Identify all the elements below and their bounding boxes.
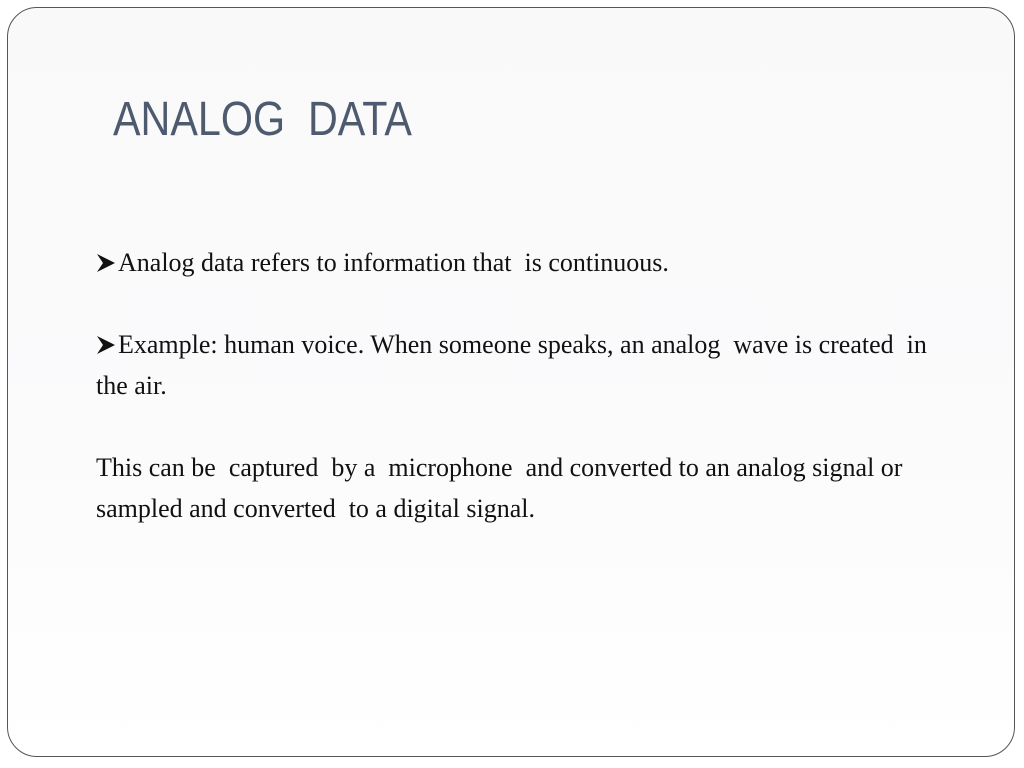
- slide: [7, 7, 1015, 757]
- paragraph-3: [96, 447, 956, 529]
- slide-body: [96, 242, 956, 529]
- paragraph-text: This can be captured by a microphone and converted to an analog signal or sampled and converted to a digital signal.: [96, 453, 909, 523]
- paragraph-text: Analog data refers to information that is continuous.: [118, 248, 669, 277]
- paragraph-text: Example: human voice. When someone speaks, an analog wave is created in the air.: [96, 330, 934, 400]
- arrowhead-icon: [96, 253, 116, 273]
- slide-title: ANALOG DATA: [113, 93, 412, 146]
- bullet-paragraph-1: [96, 242, 956, 283]
- arrowhead-icon: [96, 335, 116, 355]
- bullet-paragraph-2: [96, 324, 956, 406]
